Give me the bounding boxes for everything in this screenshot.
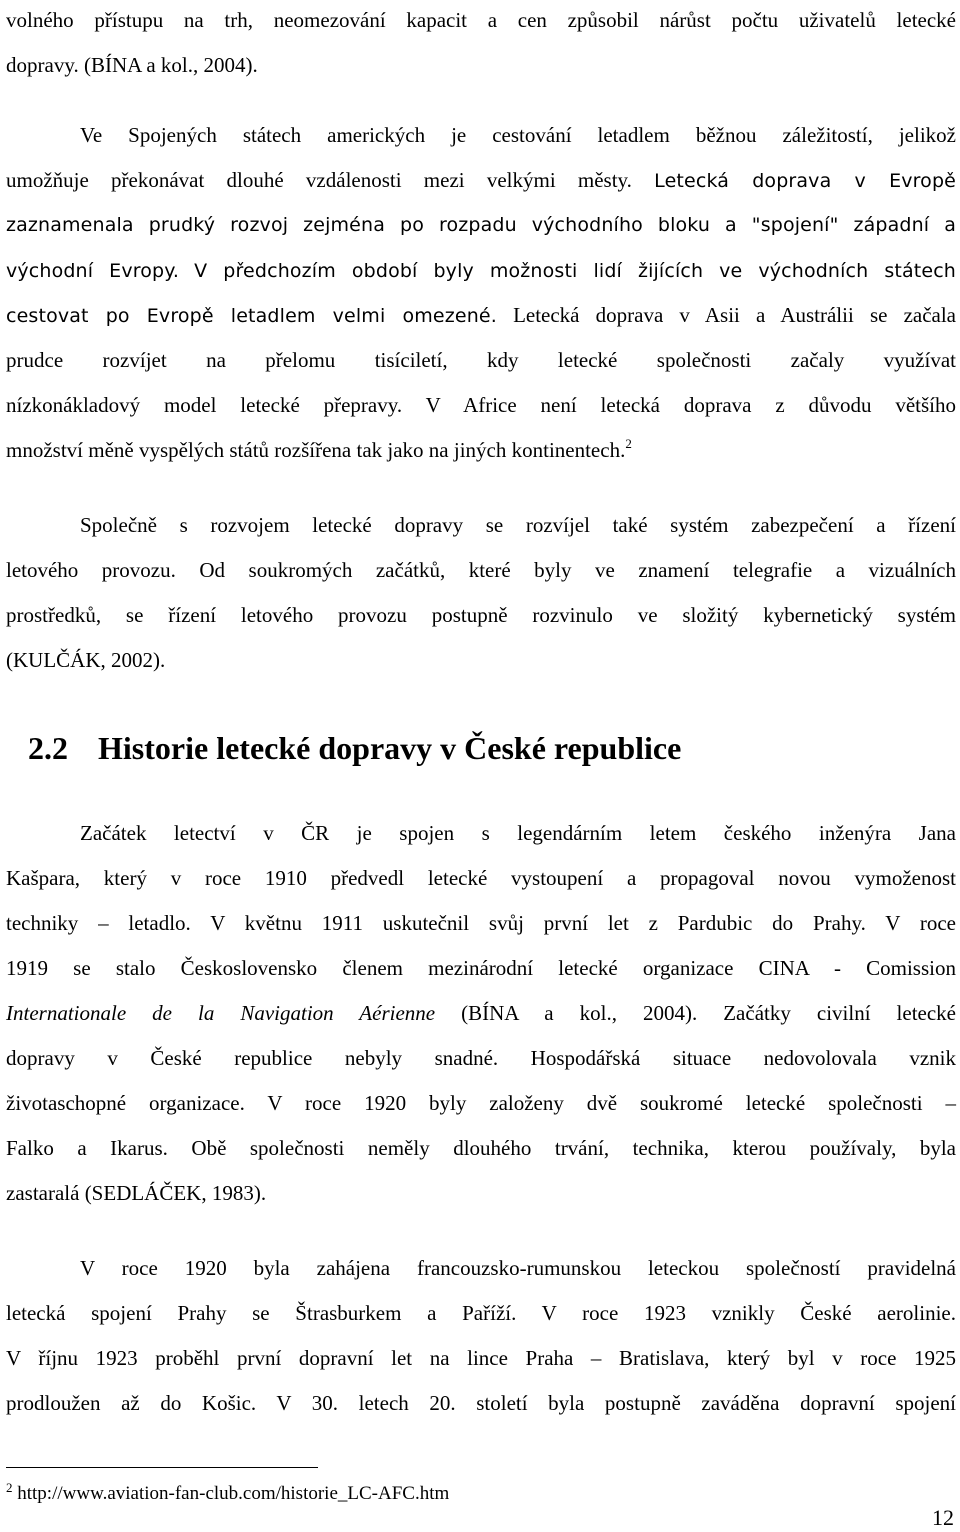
text-line: Kašpara, který v roce 1910 předvedl letecké vystoupení a propagoval novou vymoženost: [6, 866, 956, 890]
italic-title: Internationale de la Navigation Aérienne: [6, 1001, 436, 1025]
text-line: zaznamenala prudký rozvoj zejména po rozpadu východního bloku a "spojení" západní a: [6, 214, 956, 236]
text-line-mixed: [6, 301, 956, 329]
text-segment: (BÍNA a kol., 2004). Začátky civilní letecké: [461, 1001, 956, 1025]
text-line: dopravy v České republice nebyly snadné. Hospodářská situace nedovolovala vznik: [6, 1046, 956, 1070]
text-line: V říjnu 1923 proběhl první dopravní let na lince Praha – Bratislava, který byl v roce 1925: [6, 1346, 956, 1370]
text-line: letecká spojení Prahy se Štrasburkem a Paříží. V roce 1923 vznikly České aerolinie.: [6, 1301, 956, 1325]
text-line: V roce 1920 byla zahájena francouzsko-rumunskou leteckou společností pravidelná: [80, 1256, 956, 1280]
text-line: prudce rozvíjet na přelomu tisíciletí, kdy letecké společnosti začaly využívat: [6, 348, 956, 372]
text-line: Falko a Ikarus. Obě společnosti neměly dlouhého trvání, technika, kterou používaly, byla: [6, 1136, 956, 1160]
text-line: prodloužen až do Košic. V 30. letech 20. století byla postupně zaváděna dopravní spojení: [6, 1391, 956, 1415]
text-line: dopravy. (BÍNA a kol., 2004).: [6, 53, 258, 77]
footnote-separator: [6, 1467, 318, 1468]
text-line: životaschopné organizace. V roce 1920 byly založeny dvě soukromé letecké společnosti –: [6, 1091, 956, 1115]
footnote: [6, 1482, 449, 1506]
section-heading: [28, 728, 681, 768]
text-line: zastaralá (SEDLÁČEK, 1983).: [6, 1181, 267, 1205]
text-segment: Od soukromých začátků, které byly ve znamení telegrafie a vizuálních: [199, 558, 957, 582]
text-segment: umožňuje překonávat dlouhé vzdálenosti mezi velkými městy.: [6, 168, 632, 192]
footnote-marker: 2: [6, 1480, 13, 1495]
text-segment: Letecká doprava v Evropě: [654, 170, 957, 192]
text-line-mixed: [6, 256, 956, 284]
section-title: Historie letecké dopravy v České republice: [98, 730, 682, 766]
text-line: (KULČÁK, 2002).: [6, 648, 166, 672]
text-line: volného přístupu na trh, neomezování kapacit a cen způsobil nárůst počtu uživatelů letecké: [6, 8, 956, 32]
text-segment: Letecká doprava v Asii a Austrálii se začala: [513, 303, 957, 327]
text-segment: V předchozím období byly možnosti lidí žijících ve východních státech: [194, 260, 956, 282]
section-number: 2.2: [28, 730, 68, 766]
text-line: 1919 se stalo Československo členem mezinárodní letecké organizace CINA - Comission: [6, 956, 956, 980]
text-line-mixed: [6, 556, 956, 584]
text-segment: množství měně vyspělých států rozšířena tak jako na jiných kontinentech.: [6, 438, 626, 462]
footnote-reference: 2: [625, 436, 632, 451]
text-segment: V Africe není letecká doprava z důvodu většího: [425, 393, 956, 417]
text-line-mixed: [6, 999, 956, 1027]
text-line: prostředků, se řízení letového provozu postupně rozvinulo ve složitý kybernetický systém: [6, 603, 956, 627]
text-line: [6, 436, 956, 464]
text-line-mixed: [6, 391, 956, 419]
text-line: Ve Spojených státech amerických je cestování letadlem běžnou záležitostí, jelikož: [80, 123, 956, 147]
footnote-link[interactable]: http://www.aviation-fan-club.com/historie_LC-AFC.htm: [17, 1483, 450, 1504]
text-segment: nízkonákladový model letecké přepravy.: [6, 393, 403, 417]
page-number: 12: [932, 1505, 954, 1530]
text-segment: cestovat po Evropě letadlem velmi omezené.: [6, 305, 497, 327]
text-line-mixed: [6, 166, 956, 194]
text-line: techniky – letadlo. V květnu 1911 uskutečnil svůj první let z Pardubic do Prahy. V roce: [6, 911, 956, 935]
text-line: Začátek letectví v ČR je spojen s legendárním letem českého inženýra Jana: [80, 821, 956, 845]
text-segment: východní Evropy.: [6, 260, 180, 282]
text-line: Společně s rozvojem letecké dopravy se rozvíjel také systém zabezpečení a řízení: [80, 513, 956, 537]
text-segment: letového provozu.: [6, 558, 176, 582]
